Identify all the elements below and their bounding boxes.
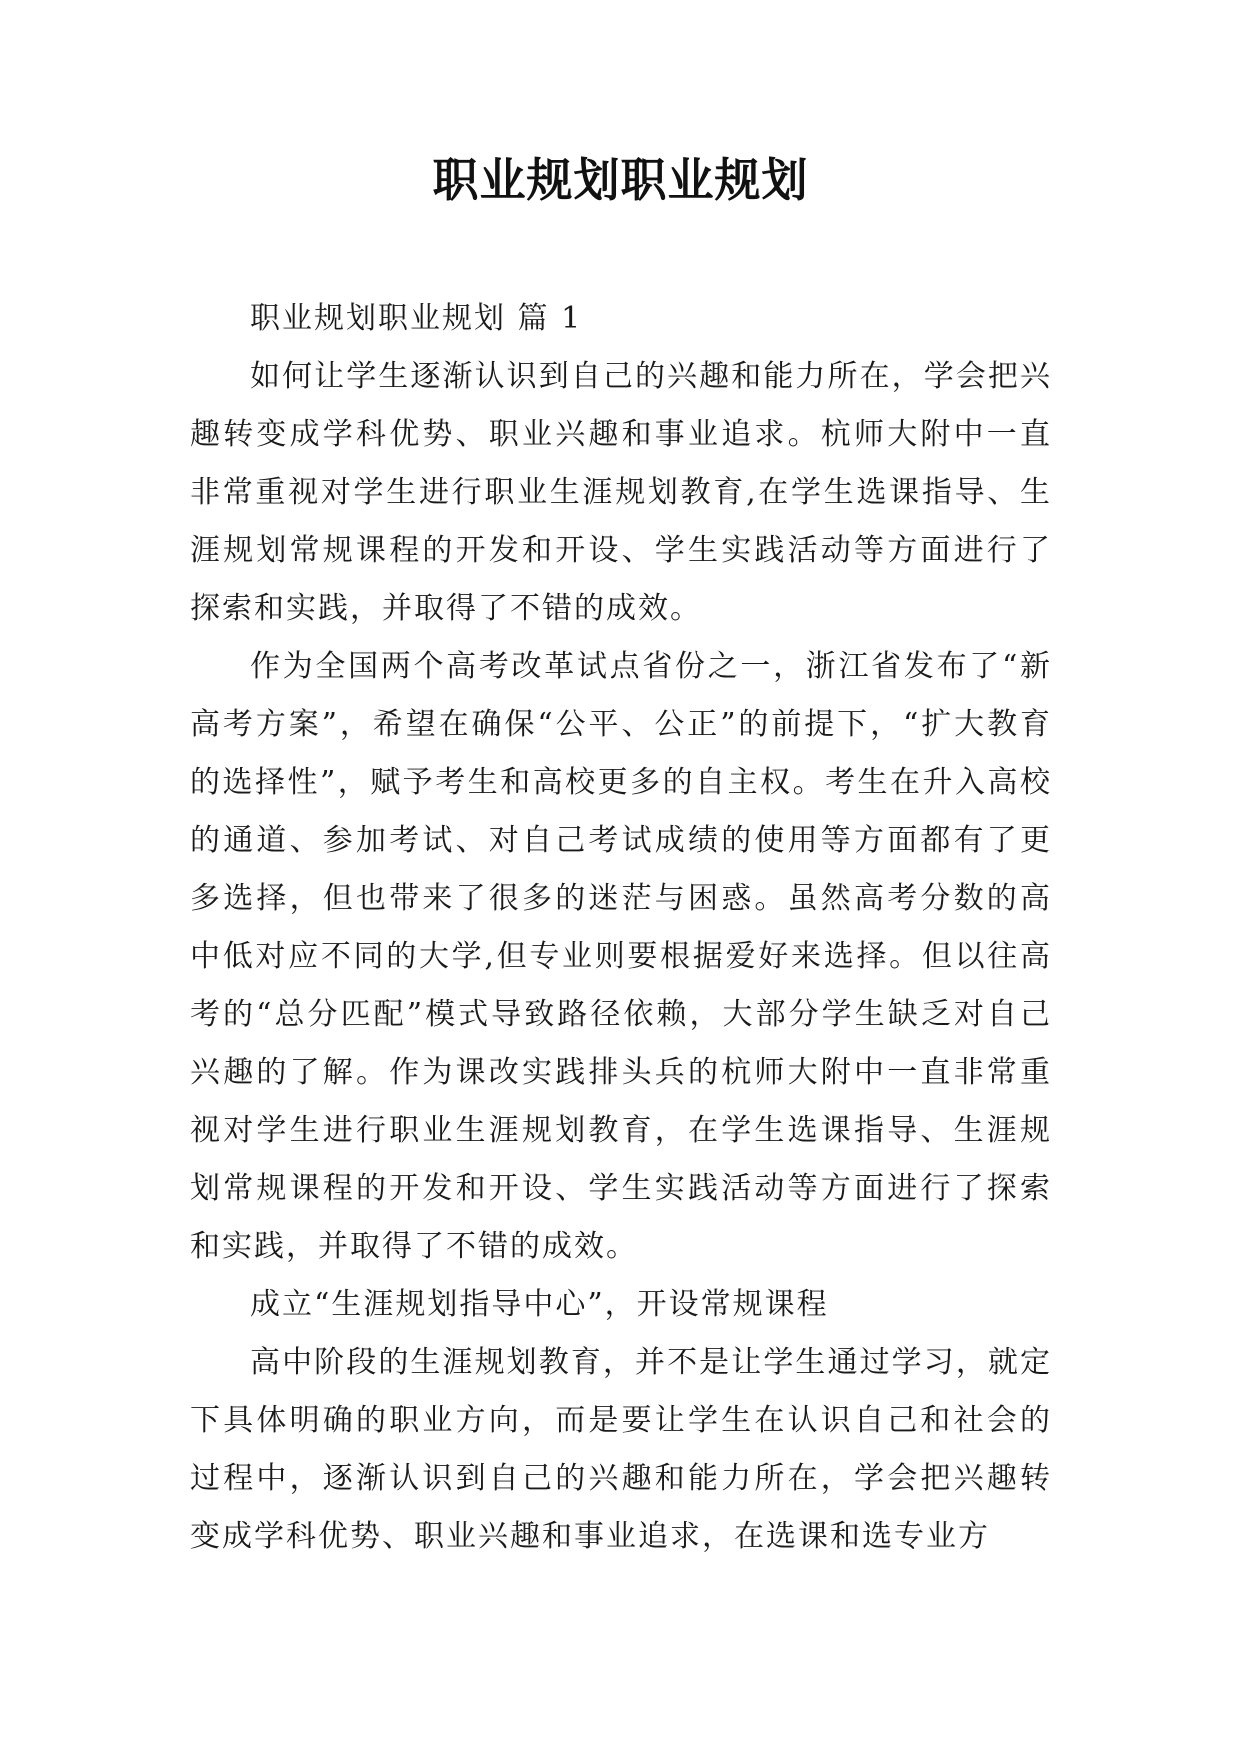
section-heading: 成立“生涯规划指导中心”，开设常规课程: [250, 1287, 829, 1322]
section-heading: 职业规划职业规划 篇 1: [250, 301, 583, 336]
body-paragraph: 如何让学生逐渐认识到自己的兴趣和能力所在，学会把兴趣转变成学科优势、职业兴趣和事业追求。杭师大附中一直非常重视对学生进行职业生涯规划教育,在学生选课指导、生涯规划常规课程的开发和开设、学生实践活动等方面进行了探索和实践，并取得了不错的成效。: [190, 359, 1052, 626]
body-paragraph: 作为全国两个高考改革试点省份之一，浙江省发布了“新高考方案”，希望在确保“公平、公正”的前提下，“扩大教育的选择性”，赋予考生和高校更多的自主权。考生在升入高校的通道、参加考试、对自己考试成绩的使用等方面都有了更多选择，但也带来了很多的迷茫与困惑。虽然高考分数的高中低对应不同的大学,但专业则要根据爱好来选择。但以往高考的“总分匹配”模式导致路径依赖，大部分学生缺乏对自己兴趣的了解。作为课改实践排头兵的杭师大附中一直非常重视对学生进行职业生涯规划教育，在学生选课指导、生涯规划常规课程的开发和开设、学生实践活动等方面进行了探索和实践，并取得了不错的成效。: [190, 649, 1052, 1264]
document-title: 职业规划职业规划: [432, 153, 809, 207]
document-body: [190, 290, 1052, 1566]
body-paragraph: 高中阶段的生涯规划教育，并不是让学生通过学习，就定下具体明确的职业方向，而是要让学生在认识自己和社会的过程中，逐渐认识到自己的兴趣和能力所在，学会把兴趣转变成学科优势、职业兴趣和事业追求，在选课和选专业方: [190, 1345, 1052, 1554]
